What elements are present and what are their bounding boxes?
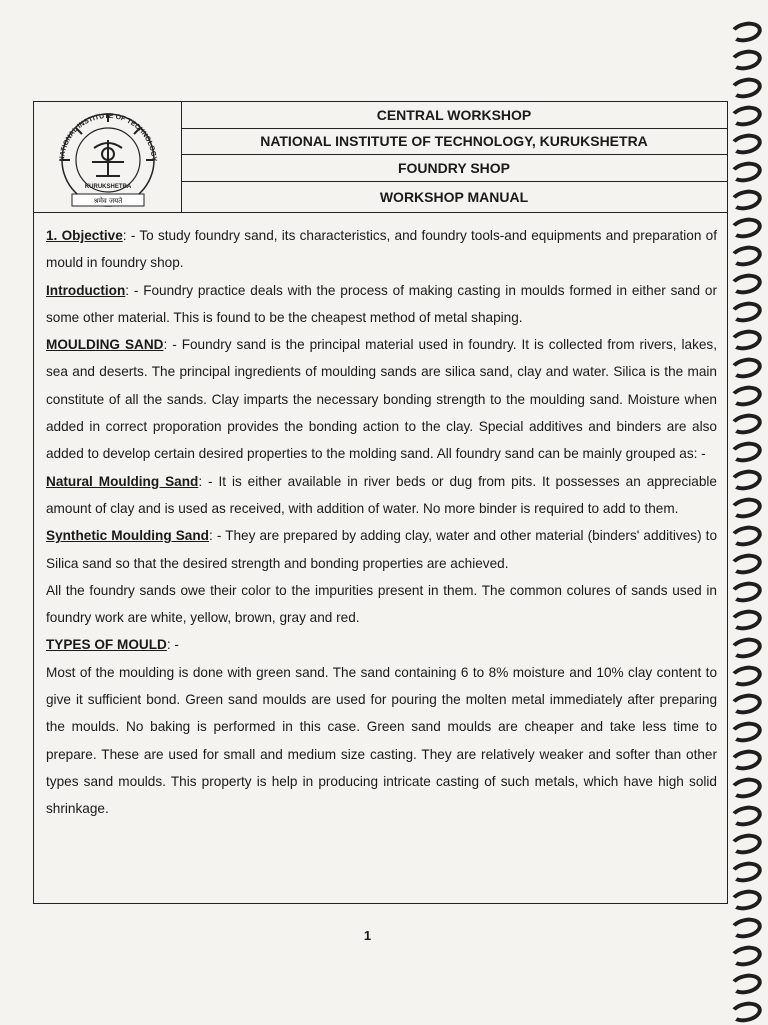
spiral-ring bbox=[728, 803, 763, 829]
spiral-ring bbox=[728, 467, 763, 493]
spiral-ring bbox=[728, 383, 763, 409]
spiral-ring bbox=[728, 579, 763, 605]
spiral-ring bbox=[728, 215, 763, 241]
spiral-ring bbox=[728, 19, 763, 45]
spiral-ring bbox=[728, 551, 763, 577]
spiral-ring bbox=[728, 971, 763, 997]
spiral-ring bbox=[728, 775, 763, 801]
sand-color-paragraph bbox=[46, 577, 717, 632]
spiral-ring bbox=[728, 411, 763, 437]
synthetic-sand-label: Synthetic Moulding Sand bbox=[46, 528, 209, 544]
synthetic-sand-paragraph bbox=[46, 522, 717, 577]
manual-page bbox=[33, 101, 728, 904]
logo-city-text: KURUKSHETRA bbox=[84, 184, 132, 190]
types-of-mould-paragraph bbox=[46, 631, 717, 658]
spiral-ring bbox=[728, 691, 763, 717]
spiral-ring bbox=[728, 719, 763, 745]
spiral-ring bbox=[728, 607, 763, 633]
spiral-ring bbox=[728, 131, 763, 157]
natural-sand-text: : - It is either available in river beds or dug from pits. It possesses an appreciable amount of clay and is used as received, with addition of water. No more binder is required to add to them. bbox=[46, 473, 717, 516]
introduction-text: : - Foundry practice deals with the process of making casting in moulds formed in either sand or some other material. This is found to be the cheapest method of metal shaping. bbox=[46, 282, 717, 325]
spiral-ring bbox=[728, 887, 763, 913]
natural-sand-label: Natural Moulding Sand bbox=[46, 473, 199, 489]
spiral-ring bbox=[728, 355, 763, 381]
header-row-shop: FOUNDRY SHOP bbox=[181, 155, 727, 182]
header-row-manual: WORKSHOP MANUAL bbox=[379, 188, 529, 205]
spiral-ring bbox=[728, 47, 763, 73]
spiral-binding bbox=[726, 0, 768, 1024]
header-row-institute: NATIONAL INSTITUTE OF TECHNOLOGY, KURUKSHETRA bbox=[181, 129, 727, 156]
spiral-ring bbox=[728, 439, 763, 465]
institute-logo-cell bbox=[34, 102, 182, 212]
manual-body bbox=[46, 222, 717, 823]
introduction-label: Introduction bbox=[46, 282, 126, 298]
sand-color-text: All the foundry sands owe their color to the impurities present in them. The common colures of sands used in foundry work are white, yellow, brown, gray and red. bbox=[46, 582, 717, 626]
header-table bbox=[34, 102, 727, 213]
spiral-ring bbox=[728, 243, 763, 269]
types-of-mould-label: TYPES OF MOULD bbox=[46, 637, 167, 653]
spiral-ring bbox=[728, 495, 763, 521]
spiral-ring bbox=[728, 831, 763, 857]
objective-label: 1. Objective bbox=[46, 228, 123, 243]
spiral-ring bbox=[728, 747, 763, 773]
moulding-sand-text: : - Foundry sand is the principal material used in foundry. It is collected from rivers, lakes, sea and deserts. The principal ingredients of moulding sands are silica sand, clay and water. Silica is the main constitute of all the sands. Clay imparts the necessary bonding strength to the moulding sand. Moisture when added in correct proporation provides the bonding action to the clay. Special additives and binders are also added to develop certain desired properties to the molding sand. All foundry sand can be mainly grouped as: - bbox=[46, 337, 717, 462]
header-title-rows bbox=[181, 102, 727, 212]
spiral-ring bbox=[728, 187, 763, 213]
spiral-ring bbox=[728, 271, 763, 297]
spiral-ring bbox=[728, 103, 763, 129]
logo-ring-text: NATIONAL INSTITUTE OF TECHNOLOGY bbox=[58, 112, 158, 162]
spiral-ring bbox=[728, 943, 763, 969]
header-row-workshop: CENTRAL WORKSHOP bbox=[181, 102, 727, 129]
spiral-ring bbox=[728, 299, 763, 325]
spiral-ring bbox=[728, 75, 763, 101]
moulding-sand-label: MOULDING SAND bbox=[46, 337, 164, 353]
objective-paragraph bbox=[46, 222, 717, 277]
page-number: 1 bbox=[363, 928, 372, 943]
institute-logo bbox=[34, 102, 181, 212]
types-of-mould-suffix: : - bbox=[166, 637, 179, 653]
objective-text: : - To study foundry sand, its characteristics, and foundry tools-and equipments and preparation of mould in foundry shop. bbox=[46, 228, 718, 271]
natural-sand-paragraph bbox=[46, 468, 717, 523]
spiral-ring bbox=[728, 159, 763, 185]
green-sand-paragraph bbox=[46, 659, 717, 823]
spiral-ring bbox=[728, 999, 763, 1025]
green-sand-text: Most of the moulding is done with green sand. The sand containing 6 to 8% moisture and 10% clay content to give it sufficient bond. Green sand moulds are used for pouring the molten metal immediately after preparing the moulds. No baking is performed in this case. Green sand moulds are cheaper and take less time to prepare. These are used for small and medium size casting. They are relatively weaker and softer than other types sand moulds. This property is help in producing intricate casting of such metals, which have high solid shrinkage. bbox=[46, 664, 717, 817]
spiral-ring bbox=[728, 663, 763, 689]
spiral-ring bbox=[728, 635, 763, 661]
synthetic-sand-text: : - They are prepared by adding clay, water and other material (binders' additives) to Silica sand so that the desired strength and bonding properties are achieved. bbox=[46, 528, 718, 571]
introduction-paragraph bbox=[46, 277, 717, 332]
spiral-ring bbox=[728, 859, 763, 885]
spiral-ring bbox=[728, 523, 763, 549]
spiral-ring bbox=[728, 327, 763, 353]
logo-motto-text: श्रमेव जयते bbox=[93, 197, 123, 205]
moulding-sand-paragraph bbox=[46, 331, 717, 467]
